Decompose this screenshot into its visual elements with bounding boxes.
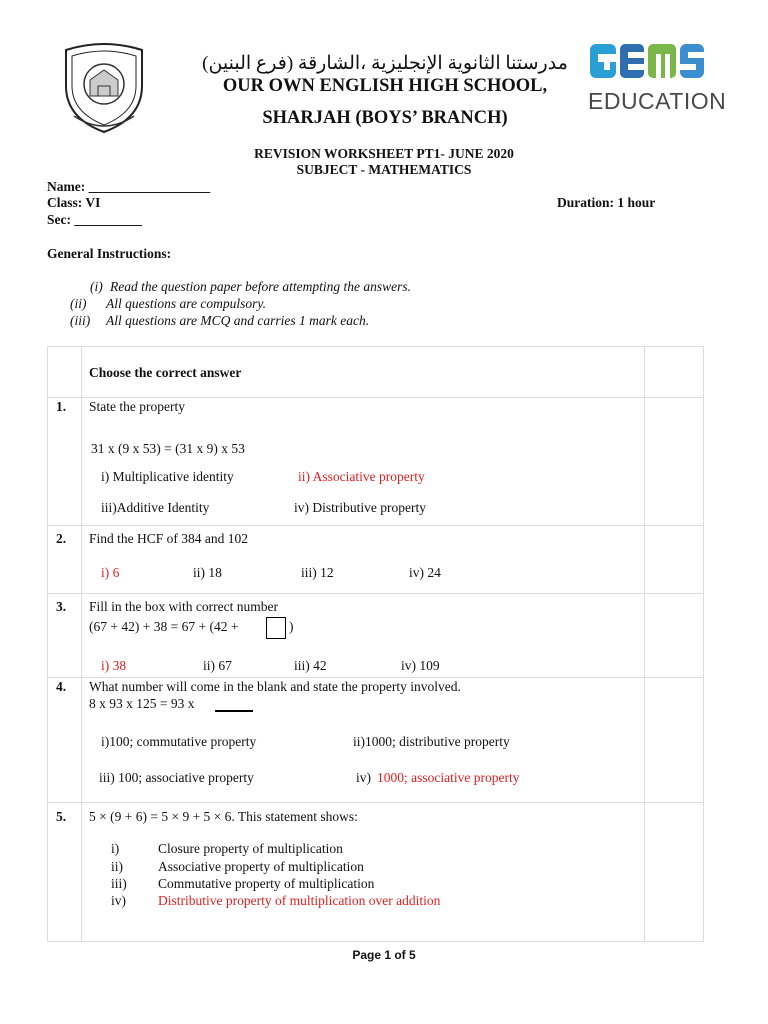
name-field: Name: __________________ <box>47 179 211 194</box>
instructions-heading: General Instructions: <box>47 246 172 261</box>
section-field: Sec: __________ <box>47 212 142 227</box>
answer-box <box>266 617 286 639</box>
option-4: iv) 109 <box>401 658 440 673</box>
option-4-correct: 1000; associative property <box>377 770 520 785</box>
option-1-correct: i) 38 <box>101 658 127 673</box>
instruction-num: (iii) <box>70 313 91 328</box>
option-3: iii) 12 <box>301 565 334 580</box>
question-expression: 31 x (9 x 53) = (31 x 9) x 53 <box>91 441 245 456</box>
instruction-num: (ii) <box>70 296 87 311</box>
question-number: 3. <box>56 599 67 614</box>
question-text: State the property <box>89 399 185 414</box>
school-crest-logo <box>60 40 148 136</box>
instruction-text: All questions are MCQ and carries 1 mark each. <box>106 313 370 328</box>
question-number: 2. <box>56 531 67 546</box>
question-expression-end: ) <box>289 619 294 634</box>
gems-education-text: EDUCATION <box>588 88 727 114</box>
instruction-num: (i) <box>90 279 103 294</box>
option-2: ii) 67 <box>203 658 232 673</box>
question-expression: 8 x 93 x 125 = 93 x <box>89 696 195 711</box>
duration-field: Duration: 1 hour <box>557 195 656 210</box>
questions-table <box>47 346 704 942</box>
question-number: 4. <box>56 679 67 694</box>
question-expression: (67 + 42) + 38 = 67 + (42 + <box>89 619 239 634</box>
question-number: 1. <box>56 399 67 414</box>
answer-blank <box>215 710 253 712</box>
option-number: i) <box>111 841 120 856</box>
worksheet-subject: SUBJECT - MATHEMATICS <box>296 162 472 177</box>
page-footer: Page 1 of 5 <box>352 948 416 962</box>
question-text: Fill in the box with correct number <box>89 599 278 614</box>
option-3: iii) 100; associative property <box>99 770 254 785</box>
option-1: Closure property of multiplication <box>158 841 343 856</box>
option-2: ii)1000; distributive property <box>353 734 510 749</box>
option-3: iii) 42 <box>294 658 327 673</box>
worksheet-title: REVISION WORKSHEET PT1- JUNE 2020 <box>254 146 514 161</box>
instruction-text: Read the question paper before attempting the answers. <box>110 279 411 294</box>
option-1-correct: i) 6 <box>101 565 120 580</box>
school-name-arabic: مدرستنا الثانوية الإنجليزية ،الشارقة (فرع البنين) <box>202 53 568 74</box>
class-field: Class: VI <box>47 195 101 210</box>
option-2-correct: ii) Associative property <box>298 469 425 484</box>
option-3: iii)Additive Identity <box>101 500 210 515</box>
school-name-line2: SHARJAH (BOYS’ BRANCH) <box>262 108 508 128</box>
option-2: ii) 18 <box>193 565 222 580</box>
option-4: iv) Distributive property <box>294 500 426 515</box>
table-heading: Choose the correct answer <box>89 365 242 380</box>
option-2: Associative property of multiplication <box>158 859 364 874</box>
option-number: iii) <box>111 876 127 891</box>
option-1: i)100; commutative property <box>101 734 257 749</box>
option-4-number: iv) <box>356 770 371 785</box>
question-text: Find the HCF of 384 and 102 <box>89 531 249 546</box>
option-1: i) Multiplicative identity <box>101 469 234 484</box>
option-number: ii) <box>111 859 123 874</box>
option-3: Commutative property of multiplication <box>158 876 375 891</box>
instruction-text: All questions are compulsory. <box>106 296 266 311</box>
option-number: iv) <box>111 893 126 908</box>
question-number: 5. <box>56 809 67 824</box>
question-text: 5 × (9 + 6) = 5 × 9 + 5 × 6. This statement shows: <box>89 809 358 824</box>
option-4-correct: Distributive property of multiplication over addition <box>158 893 441 908</box>
option-4: iv) 24 <box>409 565 441 580</box>
school-name-line1: OUR OWN ENGLISH HIGH SCHOOL, <box>222 76 548 96</box>
question-text: What number will come in the blank and state the property involved. <box>89 679 461 694</box>
